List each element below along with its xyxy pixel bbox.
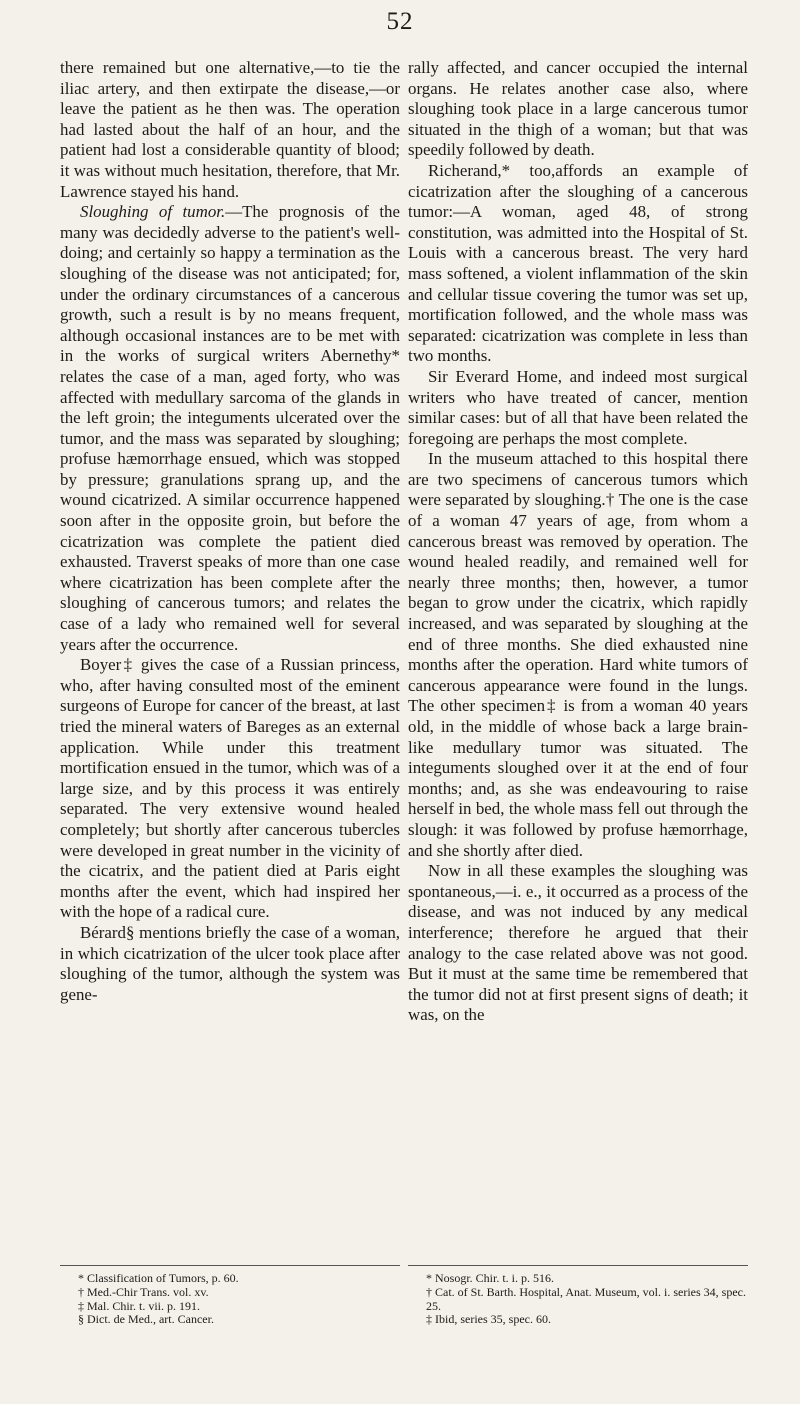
footnotes-left	[60, 1265, 400, 1327]
footnote: * Nosogr. Chir. t. i. p. 516.	[426, 1271, 555, 1285]
section-heading-sloughing: Sloughing of tumor.	[80, 202, 226, 222]
right-column	[408, 58, 748, 1026]
footnote: § Dict. de Med., art. Cancer.	[78, 1312, 214, 1327]
footnote: † Med.-Chir Trans. vol. xv.	[78, 1284, 209, 1299]
page-number: 52	[386, 8, 414, 35]
right-paragraph-4: In the museum attached to this hospital there are two specimens of cancerous tumors which were separated by sloughing.† The one is the case of a woman 47 years of age, from whom a cancerous breast was removed by operation. The wound healed readily, and remained well for nearly three months; then, however, a tumor began to grow under the cicatrix, which rapidly increased, and was separated by sloughing at the end of three months. She died exhausted nine months after the operation. Hard white tumors of cancerous appearance were found in the lungs. The other specimen‡ is from a woman 40 years old, in the middle of whose back a large brain-like medullary tumor was situated. The integuments sloughed over it at the end of four months; and, as she was endeavouring to raise herself in bed, the whole mass fell out through the slough: it was followed by profuse hæmorrhage, and she shortly after died.	[408, 449, 748, 860]
footnote: ‡ Mal. Chir. t. vii. p. 191.	[78, 1298, 201, 1313]
left-paragraph-2	[60, 202, 400, 655]
footnotes-right	[408, 1265, 748, 1327]
left-paragraph-1: there remained but one alternative,—to tie the iliac artery, and then extirpate the disease,—or leave the patient as he then was. The operation had lasted about the half of an hour, and the patient had lost a considerable quantity of blood; it was without much hesitation, therefore, that Mr. Lawrence stayed his hand.	[60, 58, 400, 201]
footnote: † Cat. of St. Barth. Hospital, Anat. Museum, vol. i. series 34, spec. 25.	[426, 1284, 746, 1313]
right-paragraph-3: Sir Everard Home, and indeed most surgical writers who have treated of cancer, mention similar cases: but of all that have been related the foregoing are perhaps the most complete.	[408, 366, 748, 448]
left-paragraph-4: Bérard§ mentions briefly the case of a woman, in which cicatrization of the ulcer took place after sloughing of the tumor, although the system was gene-	[60, 922, 400, 1004]
right-paragraph-2: Richerand,* too,affords an example of cicatrization after the sloughing of a cancerous tumor:—A woman, aged 48, of strong constitution, was admitted into the Hospital of St. Louis with a cancerous breast. The very hard mass softened, a violent inflammation of the skin and cellular tissue covering the tumor was set up, mortification followed, and the whole mass was separated: cicatrization was complete in less than two months.	[408, 160, 748, 366]
left-column	[60, 58, 400, 1005]
right-paragraph-5: Now in all these examples the sloughing was spontaneous,—i. e., it occurred as a process of the disease, and was not induced by any medical interference; therefore he argued that their analogy to the case related above was not good. But it must at the same time be remembered that the tumor did not at first present signs of death; it was, on the	[408, 861, 748, 1025]
left-paragraph-3: Boyer‡ gives the case of a Russian princess, who, after having consulted most of the eminent surgeons of Europe for cancer of the breast, at last tried the mineral waters of Bareges as an external application. While under this treatment mortification ensued in the tumor, which was of a large size, and by this process it was entirely separated. The very extensive wound healed completely; but shortly after cancerous tubercles were developed in great number in the vicinity of the cicatrix, and the patient died at Paris eight months after the event, which had inspired her with the hope of a radical cure.	[60, 655, 400, 922]
right-paragraph-1: rally affected, and cancer occupied the internal organs. He relates another case also, where sloughing took place in a large cancerous tumor situated in the thigh of a woman; but that was speedily followed by death.	[408, 58, 748, 160]
left-paragraph-2-text: —The prognosis of the many was decidedly adverse to the patient's well-doing; and certainly so happy a termination as the sloughing of the disease was not anticipated; for, under the ordinary circumstances of a cancerous growth, such a result is by no means frequent, although occasional instances are to be met with in the works of surgical writers Abernethy* relates the case of a man, aged forty, who was affected with medullary sarcoma of the glands in the left groin; the integuments ulcerated over the tumor, and the mass was separated by sloughing; profuse hæmorrhage ensued, which was stopped by pressure; granulations sprang up, and the wound cicatrized. A similar occurrence happened soon after in the opposite groin, but before the cicatrization was complete the patient died exhausted. Traverst speaks of more than one case where cicatrization has been complete after the sloughing of cancerous tumors; and relates the case of a lady who remained well for several years after the occurrence.	[60, 202, 400, 654]
footnote: ‡ Ibid, series 35, spec. 60.	[426, 1312, 551, 1327]
footnote: * Classification of Tumors, p. 60.	[78, 1271, 239, 1285]
